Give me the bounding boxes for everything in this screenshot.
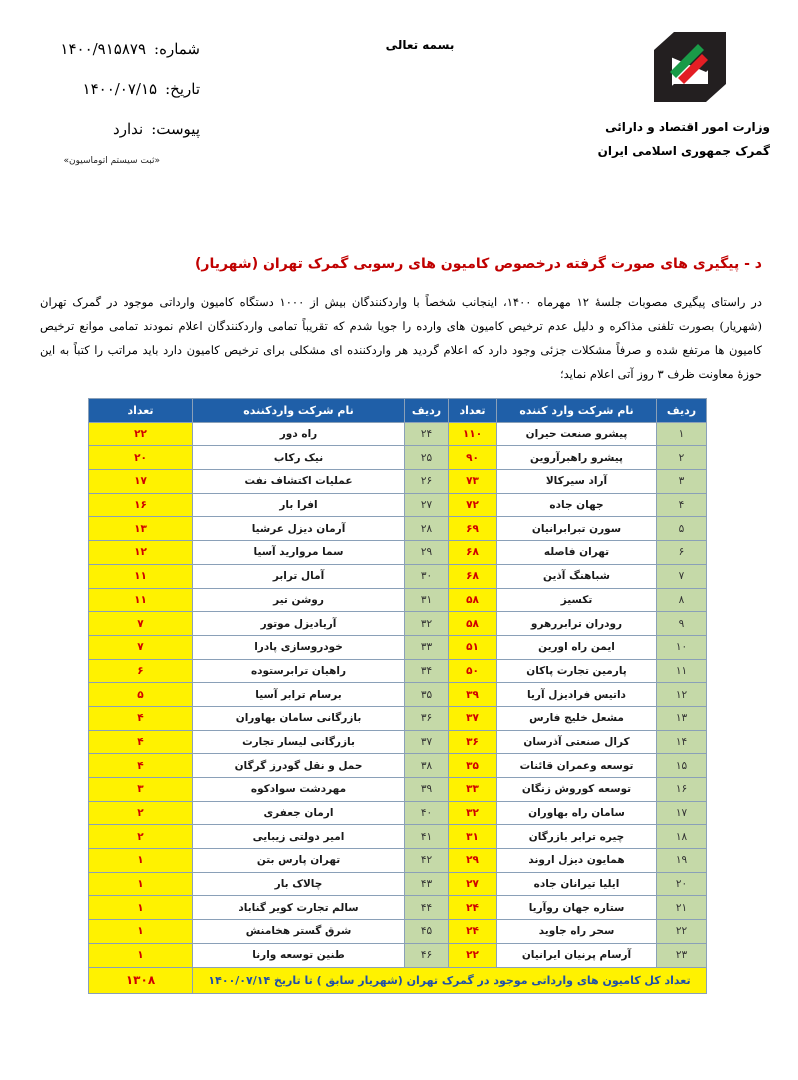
company-name: سحر راه جاوید (497, 920, 657, 944)
ministry-block (580, 115, 770, 163)
row-number: ۳۲ (405, 612, 449, 636)
table-row (89, 778, 707, 802)
table-row (89, 706, 707, 730)
table-row (89, 920, 707, 944)
truck-count: ۹۰ (449, 446, 497, 470)
row-number: ۲۸ (405, 517, 449, 541)
row-number: ۱۶ (657, 778, 707, 802)
truck-count: ۵۰ (449, 659, 497, 683)
company-name: تهران پارس بتن (193, 849, 405, 873)
table-row (89, 730, 707, 754)
truck-count: ۳۱ (449, 825, 497, 849)
ministry-name: وزارت امور اقتصاد و دارائی (605, 120, 770, 134)
company-name: برسام ترابر آسیا (193, 683, 405, 707)
row-number: ۴۰ (405, 801, 449, 825)
truck-count: ۷ (89, 635, 193, 659)
customs-logo-icon (648, 28, 732, 106)
row-number: ۲۱ (657, 896, 707, 920)
company-name: ارمان جعفری (193, 801, 405, 825)
letter-meta (40, 40, 200, 166)
row-number: ۱۷ (657, 801, 707, 825)
company-name: سامان راه بهاوران (497, 801, 657, 825)
col-header-count-2: تعداد (89, 399, 193, 423)
company-name: چالاک بار (193, 872, 405, 896)
table-row (89, 588, 707, 612)
company-name: داتیس فرادیزل آریا (497, 683, 657, 707)
date-label: تاریخ: (165, 80, 200, 98)
truck-count: ۳۲ (449, 801, 497, 825)
truck-count: ۷ (89, 612, 193, 636)
truck-count: ۲۲ (89, 422, 193, 446)
company-name: سالم تجارت کویر گناباد (193, 896, 405, 920)
truck-count: ۱۶ (89, 493, 193, 517)
company-name: پیشرو صنعت حیران (497, 422, 657, 446)
row-number: ۷ (657, 564, 707, 588)
truck-count: ۱۱۰ (449, 422, 497, 446)
row-number: ۳۴ (405, 659, 449, 683)
row-number: ۹ (657, 612, 707, 636)
company-name: روشن تیر (193, 588, 405, 612)
truck-count: ۶۸ (449, 564, 497, 588)
customs-name: گمرک جمهوری اسلامی ایران (597, 144, 770, 158)
company-name: بازرگانی سامان بهاوران (193, 706, 405, 730)
company-name: عملیات اکتشاف نفت (193, 470, 405, 494)
company-name: مهردشت سوادکوه (193, 778, 405, 802)
row-number: ۲۲ (657, 920, 707, 944)
company-name: امیر دولتی زیبایی (193, 825, 405, 849)
table-row (89, 896, 707, 920)
table-row (89, 801, 707, 825)
col-header-count: تعداد (449, 399, 497, 423)
date-value: ۱۴۰۰/۰۷/۱۵ (82, 80, 158, 98)
truck-count: ۵۱ (449, 635, 497, 659)
table-row (89, 683, 707, 707)
company-name: آرسام پرنیان ایرانیان (497, 943, 657, 967)
company-name: راهیان ترابرستوده (193, 659, 405, 683)
row-number: ۳۶ (405, 706, 449, 730)
table-header-row (89, 399, 707, 423)
company-name: حمل و نقل گودرز گرگان (193, 754, 405, 778)
table-row (89, 872, 707, 896)
truck-count: ۲۰ (89, 446, 193, 470)
attachment-line (40, 120, 200, 142)
table-row (89, 422, 707, 446)
truck-count: ۲۴ (449, 896, 497, 920)
truck-count: ۵۸ (449, 612, 497, 636)
row-number: ۱۲ (657, 683, 707, 707)
truck-count: ۱ (89, 943, 193, 967)
company-name: آمال ترابر (193, 564, 405, 588)
company-name: نیک رکاب (193, 446, 405, 470)
row-number: ۳۱ (405, 588, 449, 612)
table-row (89, 446, 707, 470)
row-number: ۳۰ (405, 564, 449, 588)
row-number: ۱۱ (657, 659, 707, 683)
table-row (89, 943, 707, 967)
number-value: ۱۴۰۰/۹۱۵۸۷۹ (60, 40, 147, 58)
truck-count: ۵۸ (449, 588, 497, 612)
truck-count: ۶۹ (449, 517, 497, 541)
row-number: ۴۱ (405, 825, 449, 849)
table-row (89, 541, 707, 565)
total-value: ۱۳۰۸ (89, 967, 193, 993)
truck-count: ۲ (89, 825, 193, 849)
company-name: رودران ترابررهرو (497, 612, 657, 636)
truck-count: ۱۳ (89, 517, 193, 541)
company-name: افرا بار (193, 493, 405, 517)
row-number: ۱۵ (657, 754, 707, 778)
table-row (89, 825, 707, 849)
company-name: کرال صنعتی آذرسان (497, 730, 657, 754)
truck-count: ۶۸ (449, 541, 497, 565)
row-number: ۲۹ (405, 541, 449, 565)
row-number: ۱ (657, 422, 707, 446)
row-number: ۳۸ (405, 754, 449, 778)
attachment-label: پیوست: (151, 120, 200, 138)
truck-count: ۱ (89, 849, 193, 873)
company-name: سورن تبرابرانیان (497, 517, 657, 541)
truck-count: ۳۷ (449, 706, 497, 730)
row-number: ۱۸ (657, 825, 707, 849)
row-number: ۲ (657, 446, 707, 470)
truck-count: ۳۹ (449, 683, 497, 707)
table-row (89, 470, 707, 494)
truck-count: ۳ (89, 778, 193, 802)
company-name: آراد سیرکالا (497, 470, 657, 494)
company-name: شرق گستر هخامنش (193, 920, 405, 944)
truck-count: ۴ (89, 754, 193, 778)
row-number: ۴۲ (405, 849, 449, 873)
table-row (89, 612, 707, 636)
company-name: تکسیز (497, 588, 657, 612)
row-number: ۴۵ (405, 920, 449, 944)
row-number: ۴۴ (405, 896, 449, 920)
company-name: توسعه کوروش زنگان (497, 778, 657, 802)
body-paragraph: در راستای پیگیری مصوبات جلسۀ ۱۲ مهرماه ۱۴۰۰، اینجانب شخصاً با واردکنندگان بیش از ۱۰۰۰ دستگاه کامیون وارداتی موجود در گمرک تهران (شهریار) بصورت تلفنی مذاکره و دلیل عدم ترخیص کامیون های وارده را جویا شدم که تقریباً تمامی واردکنندگان اعلام نمودند تمامی موانع ترخیص کامیون ها مرتفع شده و صرفاً مشکلات جزئی وجود دارد که اعلام گردید هر واردکننده ای مشکلی برای ترخیص کامیون دارد باید مراتب را کتباً به این حوزۀ معاونت ظرف ۳ روز آتی اعلام نماید؛ (40, 295, 762, 381)
table-row (89, 635, 707, 659)
row-number: ۲۰ (657, 872, 707, 896)
table-row (89, 754, 707, 778)
truck-count: ۴ (89, 706, 193, 730)
row-number: ۴ (657, 493, 707, 517)
section-title: د - پیگیری های صورت گرفته درخصوص کامیون های رسوبی گمرک تهران (شهریار) (195, 256, 762, 272)
truck-count: ۱۱ (89, 588, 193, 612)
company-name: تهران فاصله (497, 541, 657, 565)
col-header-row-no: ردیف (657, 399, 707, 423)
truck-count: ۴ (89, 730, 193, 754)
company-name: خودروسازی پادرا (193, 635, 405, 659)
table-row (89, 517, 707, 541)
company-name: همایون دیزل اروند (497, 849, 657, 873)
company-name: راه دور (193, 422, 405, 446)
row-number: ۲۵ (405, 446, 449, 470)
row-number: ۱۹ (657, 849, 707, 873)
automation-note: «ثبت سیستم اتوماسیون» (63, 156, 160, 166)
total-row (89, 967, 707, 993)
total-label: تعداد کل کامیون های وارداتی موجود در گمرک تهران (شهریار سابق ) تا تاریخ ۱۴۰۰/۰۷/۱۴ (193, 967, 707, 993)
truck-count: ۳۳ (449, 778, 497, 802)
row-number: ۳۹ (405, 778, 449, 802)
company-name: ایلیا تیرانان جاده (497, 872, 657, 896)
company-name: ایمن راه اورین (497, 635, 657, 659)
truck-count: ۵ (89, 683, 193, 707)
row-number: ۴۳ (405, 872, 449, 896)
row-number: ۲۶ (405, 470, 449, 494)
row-number: ۶ (657, 541, 707, 565)
row-number: ۳۷ (405, 730, 449, 754)
truck-count: ۱ (89, 872, 193, 896)
date-line (40, 80, 200, 102)
company-name: مشعل خلیج فارس (497, 706, 657, 730)
row-number: ۴۶ (405, 943, 449, 967)
company-name: سما مروارید آسیا (193, 541, 405, 565)
company-name: شباهنگ آذین (497, 564, 657, 588)
row-number: ۱۰ (657, 635, 707, 659)
truck-count: ۷۳ (449, 470, 497, 494)
truck-count: ۲۷ (449, 872, 497, 896)
table-body (89, 422, 707, 967)
row-number: ۳ (657, 470, 707, 494)
row-number: ۲۷ (405, 493, 449, 517)
col-header-row-no-2: ردیف (405, 399, 449, 423)
number-label: شماره: (154, 40, 200, 58)
table-row (89, 564, 707, 588)
company-name: پارمین تجارت پاکان (497, 659, 657, 683)
table-row (89, 659, 707, 683)
table-row (89, 849, 707, 873)
company-name: پیشرو راهبرآروین (497, 446, 657, 470)
truck-count: ۱ (89, 920, 193, 944)
row-number: ۱۴ (657, 730, 707, 754)
company-name: طنین توسعه وارنا (193, 943, 405, 967)
number-line (40, 40, 200, 62)
company-name: چیره ترابر بازرگان (497, 825, 657, 849)
company-name: جهان جاده (497, 493, 657, 517)
truck-count: ۱۷ (89, 470, 193, 494)
table-row (89, 493, 707, 517)
attachment-value: ندارد (113, 120, 144, 138)
truck-count: ۱۱ (89, 564, 193, 588)
company-name: بازرگانی لیسار تجارت (193, 730, 405, 754)
truck-count: ۲۹ (449, 849, 497, 873)
truck-importers-table (88, 398, 707, 994)
truck-count: ۲۴ (449, 920, 497, 944)
company-name: آریادیزل موتور (193, 612, 405, 636)
truck-count: ۱۲ (89, 541, 193, 565)
row-number: ۲۳ (657, 943, 707, 967)
truck-count: ۶ (89, 659, 193, 683)
truck-count: ۳۵ (449, 754, 497, 778)
company-name: توسعه وعمران قائنات (497, 754, 657, 778)
basmala: بسمه تعالی (385, 38, 455, 52)
col-header-company: نام شرکت وارد کننده (497, 399, 657, 423)
truck-count: ۲ (89, 801, 193, 825)
truck-count: ۱ (89, 896, 193, 920)
row-number: ۱۳ (657, 706, 707, 730)
truck-count: ۳۶ (449, 730, 497, 754)
row-number: ۵ (657, 517, 707, 541)
row-number: ۳۵ (405, 683, 449, 707)
row-number: ۲۴ (405, 422, 449, 446)
company-name: آرمان دیزل عرشیا (193, 517, 405, 541)
col-header-company-2: نام شرکت واردکننده (193, 399, 405, 423)
company-name: ستاره جهان روآریا (497, 896, 657, 920)
row-number: ۳۳ (405, 635, 449, 659)
truck-count: ۲۲ (449, 943, 497, 967)
truck-count: ۷۲ (449, 493, 497, 517)
row-number: ۸ (657, 588, 707, 612)
